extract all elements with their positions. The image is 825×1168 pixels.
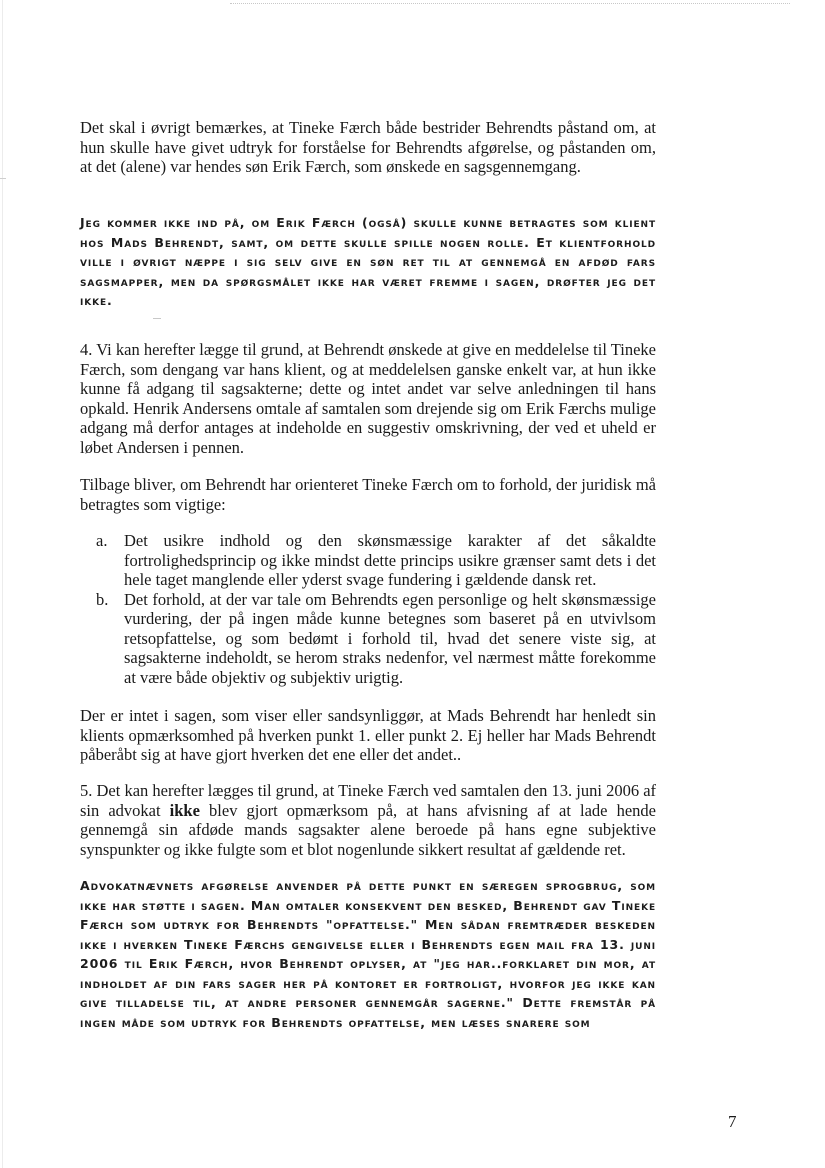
point-5-emphasis: ikke [169,800,200,820]
scan-left-edge [2,0,3,1168]
paragraph-tilbage: Tilbage bliver, om Behrendt har orienteret Tineke Færch om to forhold, der juridisk må betragtes som vigtige: [80,475,656,514]
paragraph-der-er-intet: Der er intet i sagen, som viser eller sandsynliggør, at Mads Behrendt har henledt sin klients opmærksomhed på hverken punkt 1. eller punkt 2. Ej heller har Mads Behrendt påberåbt sig at have gjort hverken det ene eller det andet.. [80,706,656,764]
list-item [96,590,656,688]
list-item [96,531,656,590]
scan-mark [0,178,6,179]
point-5-text-start: 5. Det kan herefter lægges til grund, at Tineke Færch ved samtalen den 13. juni 2006 af sin advokat [80,781,657,820]
scan-speck [153,318,161,319]
considerations-list [96,531,656,687]
list-item-text: Det forhold, at der var tale om Behrendts egen personlige og helt skønsmæssige vurdering, der på ingen måde kunne betegnes som baseret på en utvivlsom retsopfattelse, og som bedømt i forhold til, hvad det senere viste sig, at sagsakterne indeholdt, se herom straks nedenfor, vel nærmest måtte forekomme at være både objektiv og subjektiv urigtig. [124,589,656,687]
list-item-text: Det usikre indhold og den skønsmæssige karakter af det såkaldte fortrolighedsprincip og ikke mindst dette princips usikre grænser samt dets i det hele taget manglende eller yderst svage fundering i gældende dansk ret. [124,531,656,589]
paragraph-point-5 [80,781,656,859]
scan-top-border [230,3,790,4]
point-5-text-end: blev gjort opmærksom på, at hans afvisning af at lade hende gennemgå sin afdøde mands sagsakter alene beroede på hans egne subjektive synspunkter og ikke fulgte som et blot nogenlunde sikkert resultat af gældende ret. [80,800,656,859]
paragraph-forstaaelse: Det skal i øvrigt bemærkes, at Tineke Færch både bestrider Behrendts påstand om, at hun skulle have givet udtryk for forståelse for Behrendts afgørelse, og påstanden om, at det (alene) var hendes søn Erik Færch, som ønskede en sagsgennemgang. [80,118,656,176]
list-marker: b. [96,589,109,609]
page-number: 7 [728,1112,737,1131]
list-marker: a. [96,531,108,550]
paragraph-advokatnaevnet-caps: Advokatnævnets afgørelse anvender på dette punkt en særegen sprogbrug, som ikke har støtte i sagen. Man omtaler konsekvent den besked, Behrendt gav Tineke Færch som udtryk for Behrendts "opfattelse." Men sådan fremtræder beskeden ikke i hverken Tineke Færchs gengivelse eller i Behrendts egen mail fra 13. juni 2006 til Erik Færch, hvor Behrendt oplyser, at "jeg har..forklaret din mor, at indholdet af din fars sager her på kontoret er fortroligt, hvorfor jeg ikke kan give tilladelse til, at andre personer gennemgår sagerne." Dette fremstår på ingen måde som udtryk for Behrendts opfattelse, men læses snarere som [80,878,656,1030]
paragraph-klientforhold-caps: Jeg kommer ikke ind på, om Erik Færch (også) skulle kunne betragtes som klient hos Mads Behrendt, samt, om dette skulle spille nogen rolle. Et klientforhold ville i øvrigt næppe i sig selv give en søn ret til at gennemgå en afdød fars sagsmapper, men da spørgsmålet ikke har været fremme i sagen, drøfter jeg det ikke. [80,215,656,308]
paragraph-point-4: 4. Vi kan herefter lægge til grund, at Behrendt ønskede at give en meddelelse til Tineke Færch, som dengang var hans klient, og at meddelelsen ganske enkelt var, at hun ikke kunne få adgang til sagsakterne; dette og intet andet var selve anledningen til hans opkald. Henrik Andersens omtale af samtalen som drejende sig om Erik Færchs mulige adgang må derfor antages at indeholde en suggestiv omskrivning, der ved et uheld er løbet Andersen i pennen. [80,340,657,457]
